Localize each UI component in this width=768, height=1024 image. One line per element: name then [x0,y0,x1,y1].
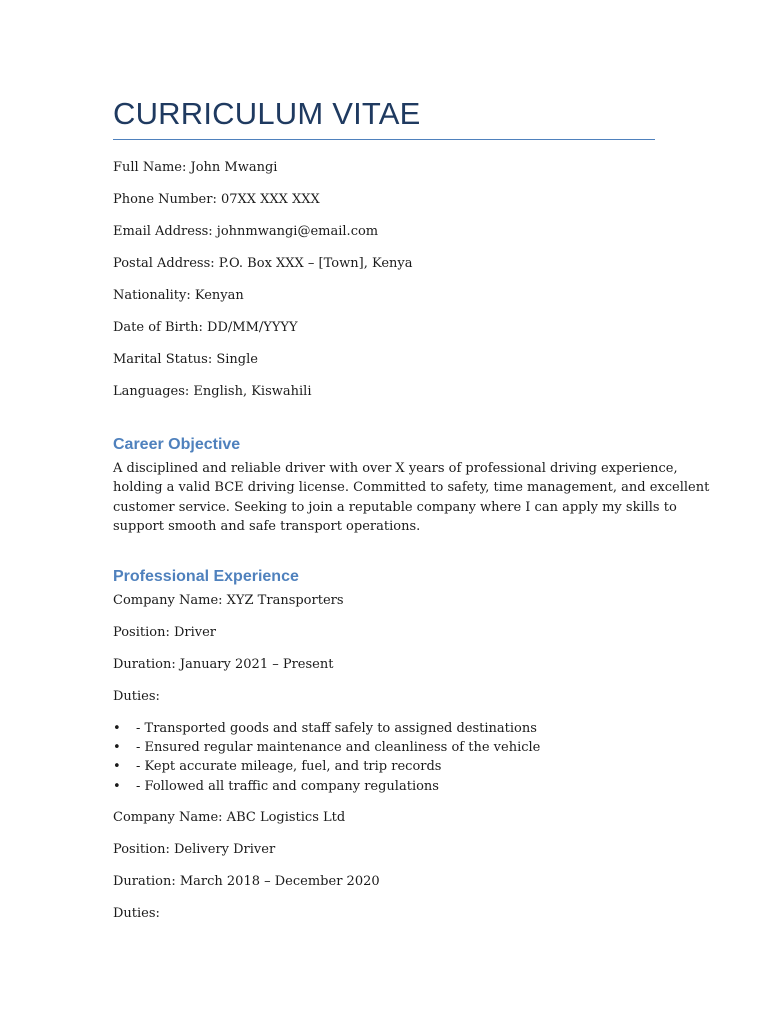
bullet-icon: • [113,740,121,756]
bullet-icon: • [113,759,121,775]
list-item [113,757,540,776]
duty-text: - Followed all traffic and company regulations [136,778,439,794]
document-title: CURRICULUM VITAE [113,96,421,131]
job-duration: Duration: January 2021 – Present [113,657,334,672]
email-address: Email Address: johnmwangi@email.com [113,224,379,239]
duty-text: - Kept accurate mileage, fuel, and trip records [136,759,442,775]
list-item [113,719,540,738]
job-duties-label: Duties: [113,906,160,921]
objective-line: support smooth and safe transport operations. [113,518,421,534]
career-objective-heading: Career Objective [113,436,241,453]
bullet-icon: • [113,778,121,794]
phone-number: Phone Number: 07XX XXX XXX [113,192,320,207]
date-of-birth: Date of Birth: DD/MM/YYYY [113,320,298,335]
marital-status: Marital Status: Single [113,352,258,367]
languages: Languages: English, Kiswahili [113,384,312,399]
job-duties-label: Duties: [113,689,160,704]
objective-line: holding a valid BCE driving license. Committed to safety, time management, and excellent [113,480,710,496]
duty-text: - Ensured regular maintenance and cleanliness of the vehicle [136,740,541,756]
professional-experience-heading: Professional Experience [113,568,299,585]
nationality: Nationality: Kenyan [113,288,244,303]
objective-line: customer service. Seeking to join a reputable company where I can apply my skills to [113,499,677,515]
job-duration: Duration: March 2018 – December 2020 [113,874,380,889]
title-underline [113,139,655,140]
job-position: Position: Delivery Driver [113,842,276,857]
duty-text: - Transported goods and staff safely to assigned destinations [136,721,537,736]
job-company: Company Name: XYZ Transporters [113,593,344,608]
postal-address: Postal Address: P.O. Box XXX – [Town], Kenya [113,256,413,271]
bullet-icon: • [113,721,121,736]
objective-line: A disciplined and reliable driver with over X years of professional driving experience, [113,461,678,476]
career-objective-text [113,459,710,536]
list-item [113,777,540,796]
duties-list [113,719,540,796]
full-name: Full Name: John Mwangi [113,160,278,175]
job-company: Company Name: ABC Logistics Ltd [113,810,346,825]
list-item [113,738,540,757]
job-position: Position: Driver [113,625,217,640]
